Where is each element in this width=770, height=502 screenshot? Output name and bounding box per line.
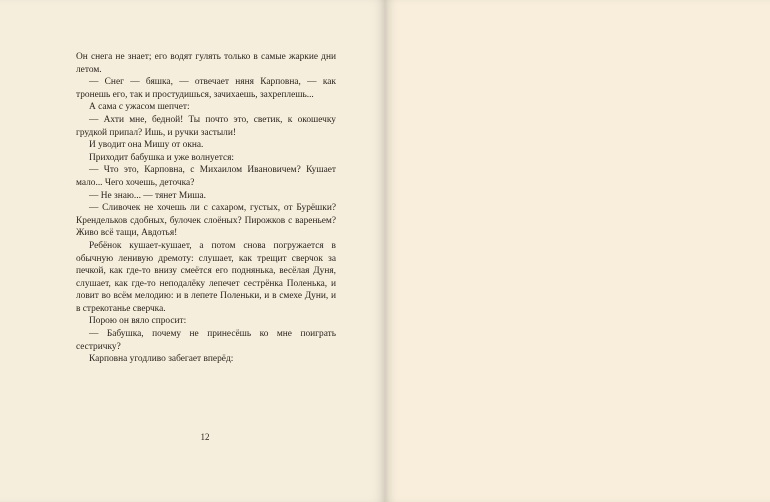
paragraph: — Бабушка, почему не принесёшь ко мне поиграть сестричку? (76, 329, 336, 352)
paragraph: Приходит бабушка и уже волнуется: (89, 152, 235, 163)
paragraph: Карповна угодливо забегает вперёд: (89, 354, 234, 365)
paragraph: — Что это, Карповна, с Михаилом Ивановичем? Кушает мало... Чего хочешь, деточка? (76, 165, 336, 188)
page-number: 12 (200, 432, 210, 442)
paragraph: — Не знаю... — тянет Миша. (89, 190, 206, 201)
right-page (385, 0, 770, 502)
paragraph: — Снег — бяшка, — отвечает няня Карповна, — как тронешь его, так и простудишься, зачихаешь, захреплешь... (76, 77, 336, 100)
paragraph: Он снега не знает; его водят гулять только в самые жаркие дни летом. (76, 52, 336, 75)
paragraph: И уводит она Мишу от окна. (89, 140, 204, 151)
paragraph: Ребёнок кушает-кушает, а потом снова погружается в обычную ленивую дремоту: слушает, как трещит сверчок за печкой, как где-то внизу смеётся его поднянька, весёлая Дуня, слушает, как где-то неподалёку лепечет сестрёнка Поленька, и ловит во всём мелодию: и в лепете Поленьки, и в смехе Дуни, и в стрекотанье сверчка. (76, 240, 336, 314)
paragraph: — Сливочек не хочешь ли с сахаром, густых, от Бурёшки? Крендельков сдобных, булочек слоёных? Пирожков с вареньем? Живо всё тащи, Авдотья! (76, 203, 336, 239)
paragraph: — Ахти мне, бедной! Ты почто это, светик, к окошечку грудкой припал? Ишь, и ручки застыли! (76, 114, 336, 138)
paragraph: А сама с ужасом шепчет: (89, 102, 190, 113)
body-text (76, 51, 336, 366)
paragraph: Порою он вяло спросит: (89, 316, 187, 327)
